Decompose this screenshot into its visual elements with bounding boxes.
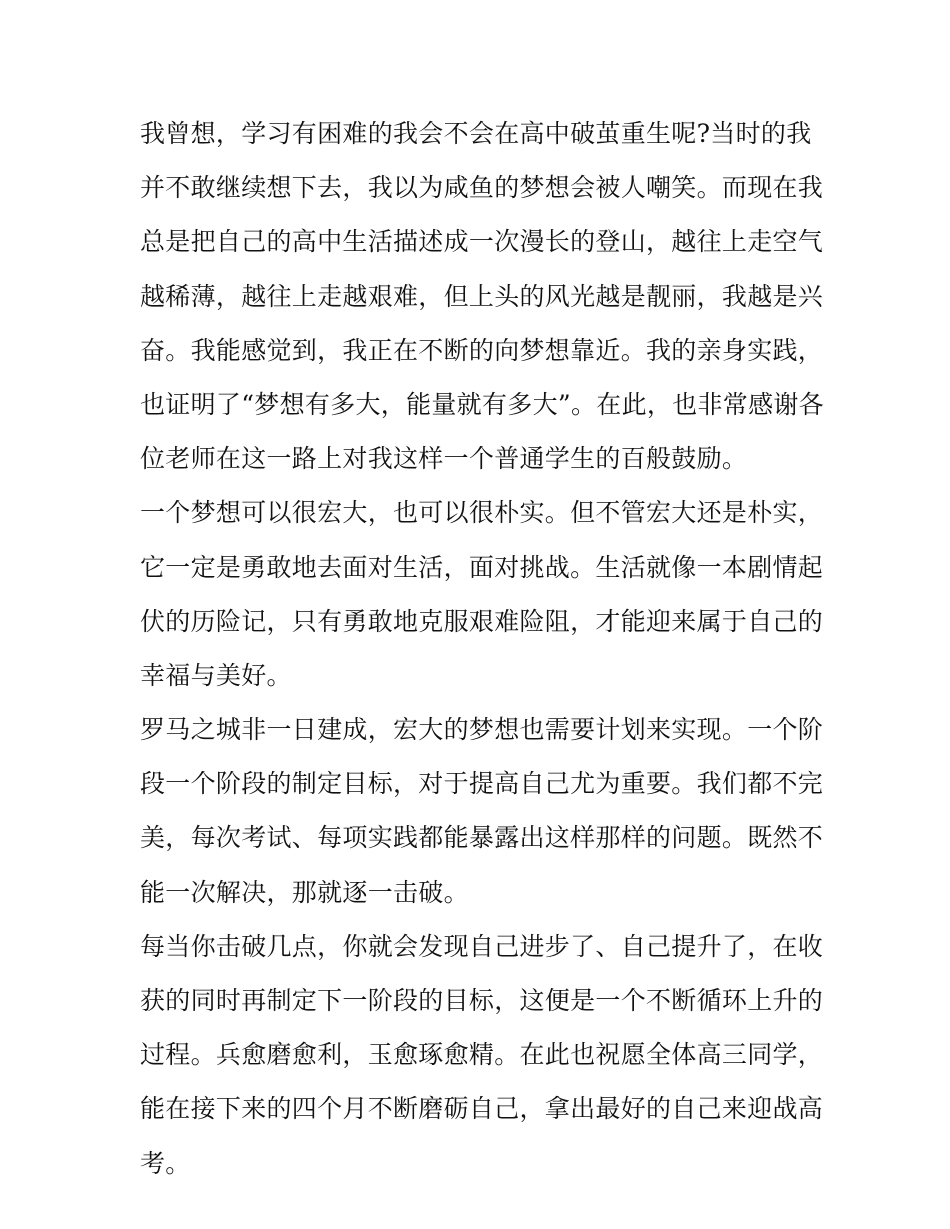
text-line: 奋。我能感觉到，我正在不断的向梦想靠近。我的亲身实践，	[140, 335, 824, 365]
text-line: 每当你击破几点，你就会发现自己进步了、自己提升了，在收	[140, 931, 824, 961]
paragraph	[140, 703, 824, 920]
text-line: 能一次解决，那就逐一击破。	[140, 877, 469, 907]
text-line: 段一个阶段的制定目标，对于提高自己尤为重要。我们都不完	[140, 769, 824, 799]
document-body	[140, 107, 824, 1191]
text-line: 位老师在这一路上对我这样一个普通学生的百般鼓励。	[140, 444, 748, 474]
text-line: 也证明了“梦想有多大，能量就有多大”。在此，也非常感谢各	[140, 389, 824, 419]
paragraph	[140, 486, 824, 703]
text-line: 过程。兵愈磨愈利，玉愈琢愈精。在此也祝愿全体高三同学，	[140, 1040, 824, 1070]
paragraph	[140, 107, 824, 486]
text-line: 能在接下来的四个月不断磨砺自己，拿出最好的自己来迎战高	[140, 1094, 824, 1124]
text-line: 伏的历险记，只有勇敢地克服艰难险阻，才能迎来属于自己的	[140, 606, 824, 636]
text-line: 总是把自己的高中生活描述成一次漫长的登山，越往上走空气	[140, 227, 824, 257]
text-line: 并不敢继续想下去，我以为咸鱼的梦想会被人嘲笑。而现在我	[140, 173, 824, 203]
text-line: 我曾想，学习有困难的我会不会在高中破茧重生呢?当时的我	[140, 119, 812, 148]
text-line: 获的同时再制定下一阶段的目标，这便是一个不断循环上升的	[140, 986, 824, 1015]
text-line: 罗马之城非一日建成，宏大的梦想也需要计划来实现。一个阶	[140, 715, 824, 745]
text-line: 它一定是勇敢地去面对生活，面对挑战。生活就像一本剧情起	[140, 552, 824, 582]
text-line: 一个梦想可以很宏大，也可以很朴实。但不管宏大还是朴实，	[140, 498, 824, 528]
text-line: 越稀薄，越往上走越艰难，但上头的风光越是靓丽，我越是兴	[140, 281, 824, 311]
paragraph	[140, 920, 824, 1191]
text-line: 美，每次考试、每项实践都能暴露出这样那样的问题。既然不	[140, 823, 824, 853]
text-line: 考。	[140, 1148, 191, 1178]
text-line: 幸福与美好。	[140, 660, 292, 690]
